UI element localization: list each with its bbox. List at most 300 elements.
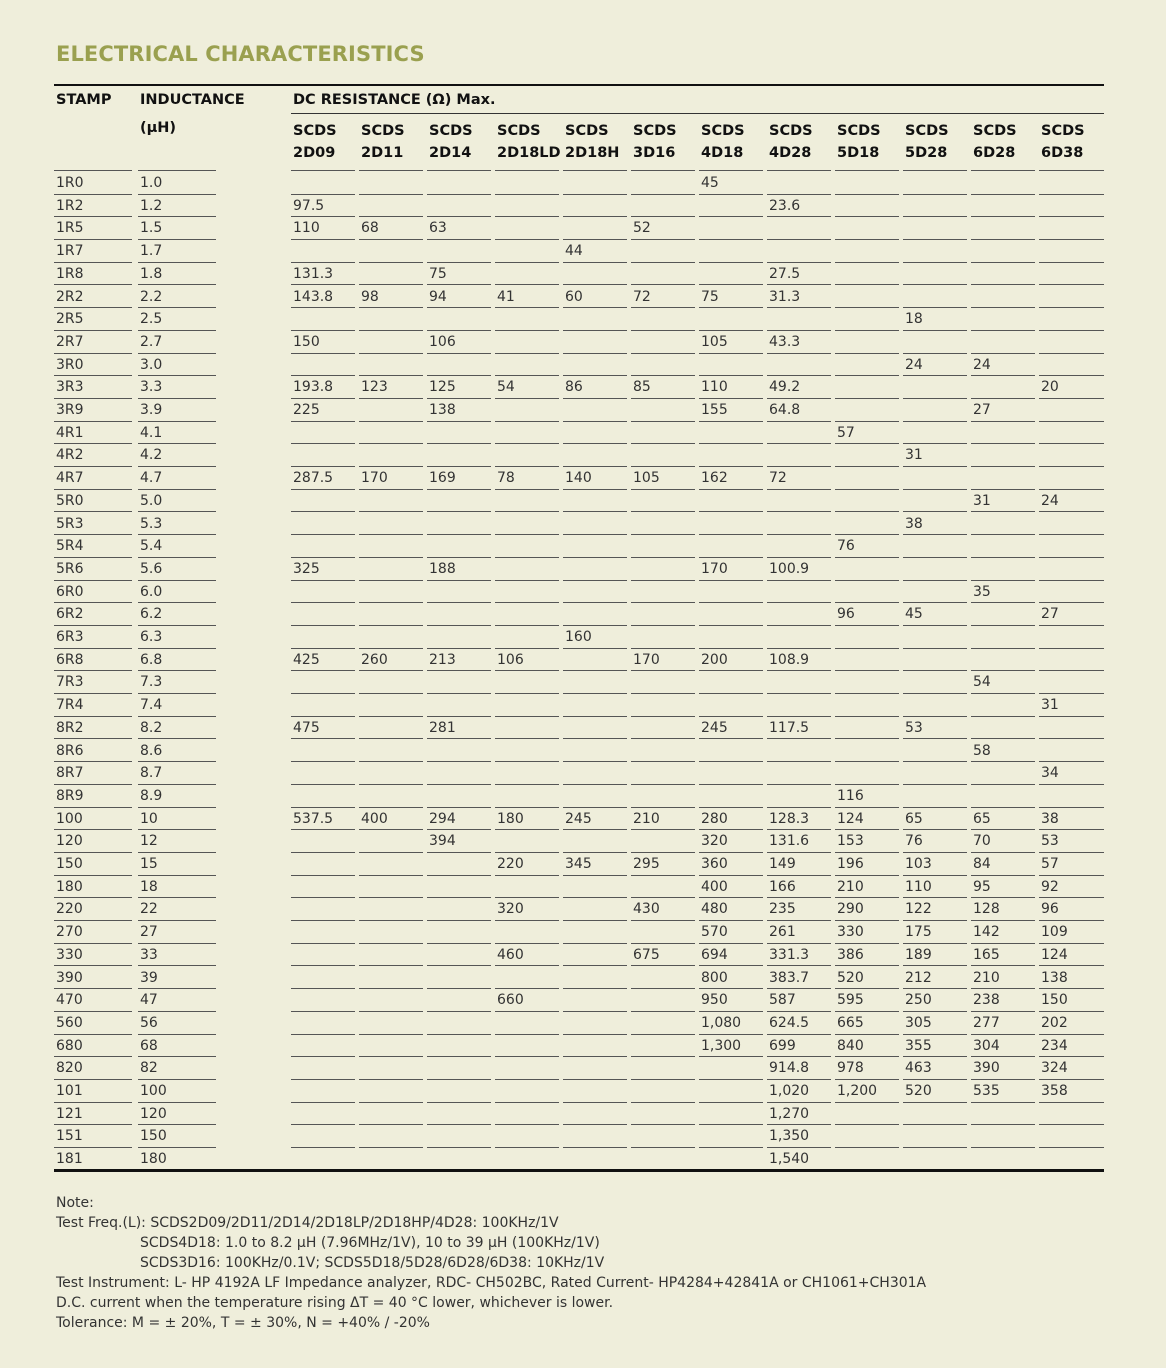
resistance-cell (563, 1035, 627, 1058)
resistance-cell (699, 603, 763, 626)
stamp-cell: 680 (54, 1035, 132, 1058)
resistance-cell (427, 444, 491, 467)
resistance-cell (495, 581, 559, 604)
stamp-cell: 150 (54, 853, 132, 876)
table-top-rule (54, 84, 1104, 86)
resistance-cell (427, 1035, 491, 1058)
resistance-cell (835, 717, 899, 740)
resistance-cell (495, 331, 559, 354)
resistance-cell: 360 (699, 853, 763, 876)
stamp-cell: 180 (54, 876, 132, 899)
model-code: 4D18 (701, 145, 744, 161)
resistance-cell: 234 (1039, 1035, 1104, 1058)
resistance-cell (291, 513, 355, 536)
resistance-cell: 31 (1039, 694, 1104, 717)
header-underline (563, 151, 627, 171)
stamp-cell: 8R9 (54, 785, 132, 808)
resistance-cell: 170 (359, 467, 423, 490)
resistance-cell: 75 (427, 263, 491, 286)
inductance-cell: 8.9 (138, 785, 216, 808)
resistance-cell (291, 989, 355, 1012)
resistance-cell (971, 649, 1035, 672)
inductance-cell: 6.8 (138, 649, 216, 672)
resistance-cell (835, 1148, 899, 1171)
resistance-cell: 260 (359, 649, 423, 672)
resistance-cell (903, 240, 967, 263)
resistance-cell (291, 172, 355, 195)
resistance-cell (835, 331, 899, 354)
resistance-cell (495, 513, 559, 536)
resistance-cell (427, 603, 491, 626)
resistance-cell (427, 240, 491, 263)
resistance-cell (699, 422, 763, 445)
resistance-cell (427, 172, 491, 195)
resistance-cell (699, 581, 763, 604)
resistance-cell (563, 263, 627, 286)
inductance-cell: 6.0 (138, 581, 216, 604)
resistance-cell (359, 308, 423, 331)
resistance-cell: 245 (563, 808, 627, 831)
resistance-cell (971, 308, 1035, 331)
stamp-cell: 1R8 (54, 263, 132, 286)
resistance-cell (359, 898, 423, 921)
inductance-cell: 15 (138, 853, 216, 876)
resistance-cell: 170 (631, 649, 695, 672)
inductance-cell: 120 (138, 1103, 216, 1126)
resistance-cell (631, 1080, 695, 1103)
resistance-cell (291, 762, 355, 785)
resistance-cell: 210 (971, 967, 1035, 990)
resistance-cell (631, 762, 695, 785)
stamp-cell: 7R3 (54, 671, 132, 694)
inductance-cell: 2.2 (138, 286, 216, 309)
resistance-cell: 27 (1039, 603, 1104, 626)
header-underline (138, 151, 216, 171)
resistance-cell (903, 626, 967, 649)
resistance-cell (359, 1148, 423, 1171)
resistance-cell (563, 1012, 627, 1035)
resistance-cell (631, 535, 695, 558)
inductance-cell: 4.1 (138, 422, 216, 445)
resistance-cell (291, 876, 355, 899)
resistance-cell (427, 921, 491, 944)
resistance-cell (1039, 263, 1104, 286)
resistance-cell: 800 (699, 967, 763, 990)
resistance-cell (631, 513, 695, 536)
resistance-cell: 124 (1039, 944, 1104, 967)
resistance-cell (495, 1125, 559, 1148)
model-series: SCDS (633, 123, 677, 139)
resistance-cell (1039, 1125, 1104, 1148)
resistance-cell (427, 195, 491, 218)
resistance-cell: 117.5 (767, 717, 831, 740)
resistance-cell (495, 1057, 559, 1080)
resistance-cell (495, 399, 559, 422)
resistance-cell: 305 (903, 1012, 967, 1035)
resistance-cell: 1,200 (835, 1080, 899, 1103)
resistance-cell: 27 (971, 399, 1035, 422)
stamp-cell: 101 (54, 1080, 132, 1103)
resistance-cell (971, 286, 1035, 309)
stamp-cell: 3R9 (54, 399, 132, 422)
resistance-cell (631, 331, 695, 354)
resistance-cell: 18 (903, 308, 967, 331)
resistance-cell (835, 172, 899, 195)
resistance-cell: 86 (563, 376, 627, 399)
resistance-cell: 320 (495, 898, 559, 921)
resistance-cell (291, 898, 355, 921)
resistance-cell (1039, 513, 1104, 536)
resistance-cell: 138 (1039, 967, 1104, 990)
resistance-cell: 109 (1039, 921, 1104, 944)
resistance-cell: 210 (835, 876, 899, 899)
resistance-cell (631, 989, 695, 1012)
resistance-cell (495, 535, 559, 558)
resistance-cell: 210 (631, 808, 695, 831)
resistance-cell (495, 1035, 559, 1058)
resistance-cell: 20 (1039, 376, 1104, 399)
resistance-cell (1039, 467, 1104, 490)
stamp-header: STAMP (56, 92, 112, 108)
resistance-cell: 475 (291, 717, 355, 740)
resistance-cell (291, 1035, 355, 1058)
resistance-cell (495, 671, 559, 694)
stamp-cell: 820 (54, 1057, 132, 1080)
resistance-cell: 287.5 (291, 467, 355, 490)
resistance-cell (971, 195, 1035, 218)
stamp-cell: 6R2 (54, 603, 132, 626)
resistance-cell: 665 (835, 1012, 899, 1035)
resistance-cell: 84 (971, 853, 1035, 876)
inductance-cell: 33 (138, 944, 216, 967)
inductance-cell: 3.3 (138, 376, 216, 399)
resistance-cell (563, 558, 627, 581)
resistance-cell (291, 921, 355, 944)
resistance-cell: 24 (971, 354, 1035, 377)
resistance-cell (631, 626, 695, 649)
resistance-cell: 94 (427, 286, 491, 309)
resistance-cell: 355 (903, 1035, 967, 1058)
resistance-cell (835, 1125, 899, 1148)
resistance-cell: 63 (427, 217, 491, 240)
resistance-cell: 193.8 (291, 376, 355, 399)
resistance-cell (631, 603, 695, 626)
resistance-cell (835, 671, 899, 694)
resistance-cell: 49.2 (767, 376, 831, 399)
stamp-cell: 2R5 (54, 308, 132, 331)
resistance-cell (971, 513, 1035, 536)
resistance-cell (631, 399, 695, 422)
resistance-cell (359, 603, 423, 626)
resistance-cell: 250 (903, 989, 967, 1012)
inductance-cell: 2.5 (138, 308, 216, 331)
resistance-cell (359, 422, 423, 445)
resistance-cell (495, 195, 559, 218)
resistance-cell (291, 1125, 355, 1148)
header-underline (427, 151, 491, 171)
model-series: SCDS (1041, 123, 1085, 139)
resistance-cell (835, 399, 899, 422)
inductance-cell: 4.7 (138, 467, 216, 490)
resistance-cell (903, 785, 967, 808)
model-code: 5D18 (837, 145, 880, 161)
resistance-cell (1039, 1148, 1104, 1171)
stamp-cell: 2R2 (54, 286, 132, 309)
inductance-cell: 2.7 (138, 331, 216, 354)
resistance-cell (699, 762, 763, 785)
resistance-cell (835, 513, 899, 536)
resistance-cell: 45 (903, 603, 967, 626)
header-underline (1039, 151, 1104, 171)
resistance-cell (699, 444, 763, 467)
resistance-cell (699, 308, 763, 331)
resistance-cell (563, 876, 627, 899)
resistance-cell (903, 1125, 967, 1148)
resistance-cell (835, 626, 899, 649)
resistance-cell (1039, 195, 1104, 218)
inductance-cell: 56 (138, 1012, 216, 1035)
resistance-cell (359, 354, 423, 377)
header-underline (495, 151, 559, 171)
resistance-cell (359, 513, 423, 536)
stamp-cell: 121 (54, 1103, 132, 1126)
resistance-cell (631, 830, 695, 853)
resistance-cell (427, 1125, 491, 1148)
resistance-cell: 43.3 (767, 331, 831, 354)
header-underline (767, 151, 831, 171)
resistance-cell: 60 (563, 286, 627, 309)
resistance-cell (631, 740, 695, 763)
resistance-cell (903, 217, 967, 240)
resistance-cell (563, 603, 627, 626)
resistance-cell: 24 (903, 354, 967, 377)
resistance-cell (291, 490, 355, 513)
resistance-cell (1039, 308, 1104, 331)
resistance-cell: 105 (699, 331, 763, 354)
resistance-cell (359, 558, 423, 581)
resistance-cell (835, 581, 899, 604)
resistance-cell (699, 626, 763, 649)
resistance-cell: 587 (767, 989, 831, 1012)
resistance-cell (971, 172, 1035, 195)
resistance-cell (495, 1012, 559, 1035)
resistance-cell (767, 671, 831, 694)
resistance-cell (563, 671, 627, 694)
inductance-cell: 12 (138, 830, 216, 853)
resistance-cell (291, 944, 355, 967)
model-series: SCDS (497, 123, 541, 139)
resistance-cell (903, 581, 967, 604)
inductance-cell: 1.8 (138, 263, 216, 286)
resistance-cell (359, 240, 423, 263)
note-test-instrument: Test Instrument: L- HP 4192A LF Impedance analyzer, RDC- CH502BC, Rated Current- HP4284+42841A or CH1061+CH301A (56, 1275, 927, 1291)
inductance-cell: 6.3 (138, 626, 216, 649)
resistance-cell (563, 399, 627, 422)
resistance-cell (1039, 649, 1104, 672)
resistance-cell (495, 830, 559, 853)
resistance-cell (427, 944, 491, 967)
resistance-cell (631, 717, 695, 740)
resistance-cell (427, 876, 491, 899)
resistance-cell (903, 195, 967, 218)
resistance-cell: 68 (359, 217, 423, 240)
resistance-cell (1039, 558, 1104, 581)
stamp-cell: 220 (54, 898, 132, 921)
model-series: SCDS (905, 123, 949, 139)
resistance-cell (359, 1035, 423, 1058)
resistance-cell (835, 558, 899, 581)
stamp-cell: 181 (54, 1148, 132, 1171)
inductance-cell: 100 (138, 1080, 216, 1103)
resistance-cell (835, 354, 899, 377)
resistance-cell: 914.8 (767, 1057, 831, 1080)
resistance-cell: 213 (427, 649, 491, 672)
resistance-cell (1039, 422, 1104, 445)
resistance-cell (495, 762, 559, 785)
resistance-cell: 31.3 (767, 286, 831, 309)
resistance-cell: 65 (971, 808, 1035, 831)
resistance-cell (291, 581, 355, 604)
resistance-cell (903, 558, 967, 581)
resistance-cell (631, 490, 695, 513)
resistance-cell: 58 (971, 740, 1035, 763)
resistance-cell: 188 (427, 558, 491, 581)
resistance-cell: 281 (427, 717, 491, 740)
stamp-cell: 470 (54, 989, 132, 1012)
table-bottom-rule (54, 1169, 1104, 1172)
resistance-cell (359, 1080, 423, 1103)
resistance-cell: 54 (495, 376, 559, 399)
resistance-cell (1039, 444, 1104, 467)
stamp-cell: 151 (54, 1125, 132, 1148)
resistance-cell (563, 308, 627, 331)
resistance-cell: 358 (1039, 1080, 1104, 1103)
stamp-cell: 3R3 (54, 376, 132, 399)
resistance-cell (495, 876, 559, 899)
resistance-cell (699, 671, 763, 694)
resistance-cell: 45 (699, 172, 763, 195)
resistance-cell: 153 (835, 830, 899, 853)
resistance-cell: 140 (563, 467, 627, 490)
resistance-cell: 44 (563, 240, 627, 263)
resistance-cell: 169 (427, 467, 491, 490)
resistance-cell (699, 513, 763, 536)
resistance-cell: 430 (631, 898, 695, 921)
resistance-cell (699, 263, 763, 286)
resistance-cell (631, 263, 695, 286)
inductance-cell: 8.7 (138, 762, 216, 785)
resistance-cell (1039, 581, 1104, 604)
resistance-cell: 660 (495, 989, 559, 1012)
resistance-cell (903, 649, 967, 672)
model-code: 2D14 (429, 145, 472, 161)
resistance-cell (1039, 535, 1104, 558)
resistance-cell (359, 830, 423, 853)
resistance-cell (359, 195, 423, 218)
resistance-cell (291, 694, 355, 717)
model-code: 2D11 (361, 145, 404, 161)
resistance-cell: 390 (971, 1057, 1035, 1080)
stamp-cell: 5R0 (54, 490, 132, 513)
resistance-cell (767, 535, 831, 558)
resistance-cell: 54 (971, 671, 1035, 694)
resistance-cell: 95 (971, 876, 1035, 899)
resistance-cell (359, 876, 423, 899)
resistance-cell (359, 490, 423, 513)
stamp-cell: 330 (54, 944, 132, 967)
resistance-cell (767, 603, 831, 626)
resistance-cell (427, 989, 491, 1012)
resistance-cell (495, 308, 559, 331)
resistance-cell (903, 671, 967, 694)
resistance-cell (291, 603, 355, 626)
resistance-cell: 23.6 (767, 195, 831, 218)
inductance-cell: 68 (138, 1035, 216, 1058)
resistance-cell (1039, 785, 1104, 808)
resistance-cell (563, 694, 627, 717)
resistance-cell (563, 1057, 627, 1080)
resistance-cell (495, 354, 559, 377)
resistance-cell (495, 694, 559, 717)
resistance-cell: 295 (631, 853, 695, 876)
resistance-cell (563, 513, 627, 536)
resistance-cell (1039, 717, 1104, 740)
resistance-cell (427, 490, 491, 513)
resistance-cell (359, 671, 423, 694)
inductance-cell: 1.2 (138, 195, 216, 218)
resistance-cell (359, 535, 423, 558)
resistance-cell (359, 1125, 423, 1148)
resistance-cell (563, 331, 627, 354)
resistance-cell (631, 671, 695, 694)
resistance-cell (359, 399, 423, 422)
resistance-cell: 425 (291, 649, 355, 672)
resistance-cell (631, 876, 695, 899)
resistance-cell: 699 (767, 1035, 831, 1058)
resistance-cell: 98 (359, 286, 423, 309)
resistance-cell: 35 (971, 581, 1035, 604)
resistance-cell (563, 217, 627, 240)
resistance-cell (971, 603, 1035, 626)
model-code: 2D18H (565, 145, 620, 161)
model-code: 3D16 (633, 145, 676, 161)
resistance-cell (359, 1057, 423, 1080)
resistance-cell (971, 535, 1035, 558)
resistance-cell (835, 444, 899, 467)
resistance-cell (563, 1103, 627, 1126)
resistance-cell (495, 240, 559, 263)
stamp-cell: 8R6 (54, 740, 132, 763)
model-code: 6D38 (1041, 145, 1084, 161)
resistance-cell (427, 785, 491, 808)
stamp-cell: 1R2 (54, 195, 132, 218)
resistance-cell (699, 1080, 763, 1103)
resistance-cell (699, 1125, 763, 1148)
note-dc-current: D.C. current when the temperature rising ΔT = 40 °C lower, whichever is lower. (56, 1295, 614, 1311)
resistance-cell (903, 422, 967, 445)
resistance-cell: 238 (971, 989, 1035, 1012)
resistance-cell (971, 1103, 1035, 1126)
resistance-cell: 331.3 (767, 944, 831, 967)
resistance-cell (971, 785, 1035, 808)
resistance-cell: 304 (971, 1035, 1035, 1058)
resistance-cell: 202 (1039, 1012, 1104, 1035)
resistance-cell (359, 740, 423, 763)
resistance-cell (291, 308, 355, 331)
resistance-cell (767, 513, 831, 536)
resistance-cell (359, 626, 423, 649)
resistance-cell: 166 (767, 876, 831, 899)
